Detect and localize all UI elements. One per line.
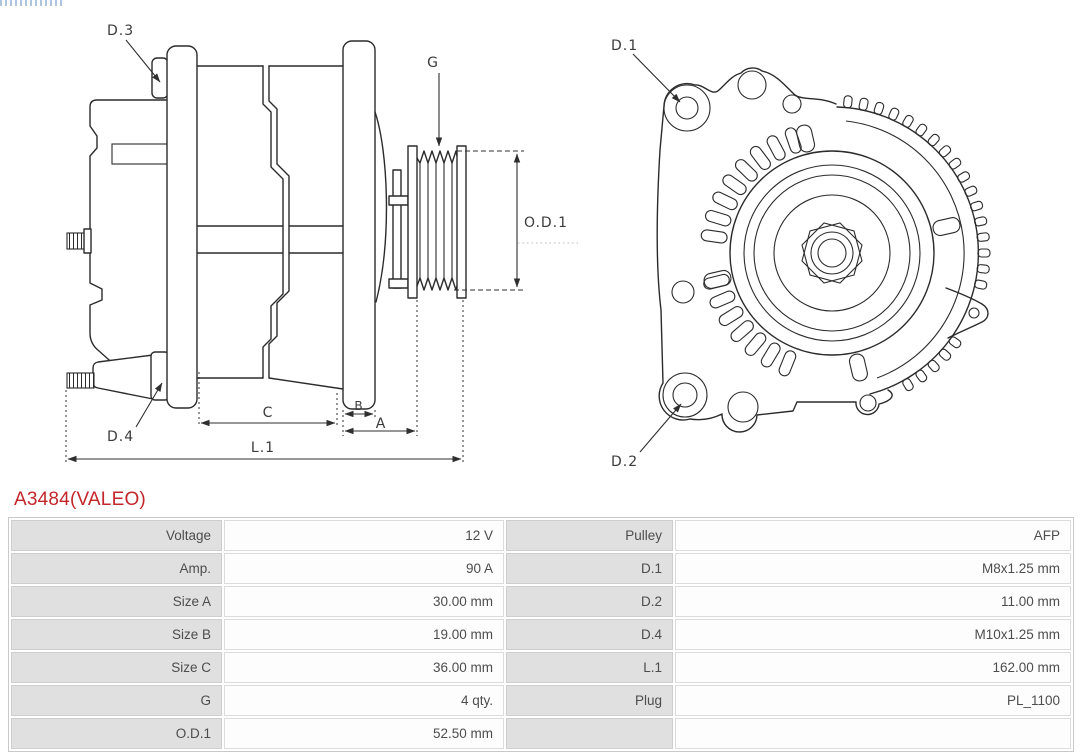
right-ear-hole [969, 308, 979, 318]
spec-value-cell: 90 A [224, 553, 504, 584]
front-view-diagram [657, 68, 990, 432]
spec-value-cell: 4 qty. [224, 685, 504, 716]
d3-lug [152, 58, 168, 98]
spec-value-cell: AFP [675, 520, 1071, 551]
rear-mounting-plate [167, 46, 197, 408]
label-d4: D.4 [107, 429, 135, 445]
spec-value-cell: 19.00 mm [224, 619, 504, 650]
label-d3: D.3 [107, 23, 135, 39]
spec-table [8, 517, 1074, 752]
label-g: G [427, 55, 439, 71]
spec-label-cell: D.4 [506, 619, 673, 650]
spec-value-cell: 36.00 mm [224, 652, 504, 683]
spec-value-cell: 52.50 mm [224, 718, 504, 749]
right-ear-lug [946, 288, 988, 338]
spec-label-cell: Plug [506, 685, 673, 716]
spec-value-cell [675, 718, 1071, 749]
spec-label-cell: O.D.1 [11, 718, 222, 749]
rim-teeth [843, 95, 990, 391]
d4-boss [93, 355, 153, 399]
shaft-stub-lower [389, 279, 408, 288]
fan-spokes [703, 124, 962, 383]
vent-slots [701, 126, 803, 377]
stator-section [197, 66, 343, 389]
label-dim-c: C [262, 405, 274, 421]
label-d1: D.1 [611, 38, 639, 54]
d4-threaded-stud [67, 373, 94, 388]
d2-leader-arrow [640, 404, 681, 452]
label-dim-b: B [354, 399, 364, 413]
spec-value-cell: PL_1100 [675, 685, 1071, 716]
spec-value-cell: 11.00 mm [675, 586, 1071, 617]
spec-label-cell: Size B [11, 619, 222, 650]
shaft-stub-upper [389, 196, 408, 205]
spec-value-cell: 30.00 mm [224, 586, 504, 617]
spec-label-cell: G [11, 685, 222, 716]
spec-label-cell: Size A [11, 586, 222, 617]
spec-label-cell: D.1 [506, 553, 673, 584]
spec-value-cell: 12 V [224, 520, 504, 551]
terminal-stud-collar [84, 229, 91, 253]
d2-hole [673, 383, 697, 407]
label-dim-a: A [375, 416, 387, 432]
label-od1: O.D.1 [524, 215, 569, 231]
pulley [408, 146, 466, 298]
part-number-title: A3484(VALEO) [14, 489, 146, 510]
spec-value-cell: M10x1.25 mm [675, 619, 1071, 650]
spec-label-cell: Amp. [11, 553, 222, 584]
rim-inner-arc [846, 121, 964, 378]
spec-label-cell: Voltage [11, 520, 222, 551]
spec-value-cell: M8x1.25 mm [675, 553, 1071, 584]
pulley-hub [730, 151, 934, 355]
shaft-plate [393, 170, 401, 288]
spec-label-cell: L.1 [506, 652, 673, 683]
d1-leader-arrow [633, 54, 680, 102]
rear-housing [90, 100, 170, 381]
front-view-annotations [611, 38, 681, 470]
label-dim-l1: L.1 [250, 440, 276, 456]
spec-label-cell [506, 718, 673, 749]
spec-label-cell: D.2 [506, 586, 673, 617]
front-mounting-plate [343, 41, 375, 409]
spec-label-cell: Size C [11, 652, 222, 683]
fan-shroud [375, 112, 386, 302]
side-view-diagram [67, 41, 466, 409]
d1-hole [676, 97, 698, 119]
label-d2: D.2 [611, 454, 639, 470]
spec-value-cell: 162.00 mm [675, 652, 1071, 683]
spec-label-cell: Pulley [506, 520, 673, 551]
